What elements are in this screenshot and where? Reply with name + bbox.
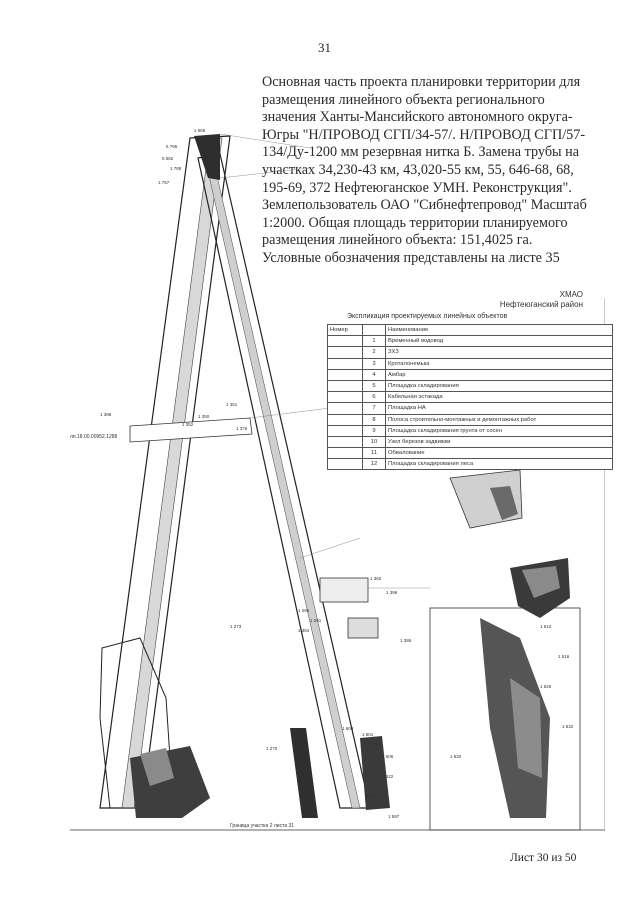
map-point-label: 1 351: [226, 402, 238, 407]
legend-row: 3 Кроталонемька: [328, 358, 613, 369]
legend-row: 12 Площадка складирования леса: [328, 459, 613, 470]
dark-block-top: [194, 134, 220, 180]
central-structure: [320, 578, 368, 602]
page-number: 31: [318, 40, 331, 55]
legend-row: 10 Узел березов задвижки: [328, 436, 613, 447]
legend-col-name: Наименование: [386, 325, 613, 336]
map-point-label: 1 632: [562, 724, 574, 729]
map-point-label: 5 795: [166, 144, 178, 149]
legend-col-number: Номер: [328, 325, 363, 336]
legend-title: Экспликация проектируемых линейных объектов: [347, 313, 508, 320]
planning-map: [70, 118, 605, 842]
map-point-label: 1 291: [310, 618, 322, 623]
map-point-label: 1 388: [100, 412, 112, 417]
map-point-label: 1 352: [182, 422, 194, 427]
map-point-label: 1 601: [362, 732, 374, 737]
map-point-label: 1 384: [298, 628, 310, 633]
legend-region: ХМАО: [559, 290, 583, 299]
map-point-label: 1 273: [230, 624, 242, 629]
legend-table: [327, 324, 613, 470]
legend-row: 1 Временный водовод: [328, 336, 613, 347]
legend-row: 4 Амбар: [328, 369, 613, 380]
map-point-label: 1 376: [236, 426, 248, 431]
map-point-label: 1 350: [198, 414, 210, 419]
map-point-label: 1 600: [342, 726, 354, 731]
map-point-label: 1 399: [386, 590, 398, 595]
map-point-label: 1 610: [540, 624, 552, 629]
map-bottom-label: Граница участка 2 листа 31: [230, 823, 295, 829]
map-point-label: 1 606: [382, 754, 394, 759]
legend-row: 7 Площадка НА: [328, 403, 613, 414]
legend-district: Нефтеюганский район: [499, 300, 583, 309]
map-point-label: 1 632: [450, 754, 462, 759]
map-point-label: 1 597: [388, 814, 400, 819]
map-point-label: 1 789: [170, 166, 182, 171]
sheet-footer: Лист 30 из 50: [510, 852, 577, 864]
map-point-label: 1 362: [370, 576, 382, 581]
corridor-right-inner: [205, 158, 360, 808]
map-left-label: лп.18.00.00952.1288: [70, 434, 118, 440]
legend-header-row: [328, 325, 613, 336]
legend-row: 5 Площадка складирования: [328, 380, 613, 391]
intro-paragraph: Основная часть проекта планировки территории для размещения линейного объекта регионального значения Ханты-Мансийского автономного округа-Югры "Н/ПРОВОД СГП/34-57/. Н/ПРОВОД СГП/57-134/Ду-1200 мм резервная нитка Б. Замена трубы на участках 34,230-43 км, 43,020-55 км, 55, 646-68, 68, 195-69, 372 Нефтеюганское УМН. Реконструкция". Землепользователь ОАО "Сибнефтепровод" Масштаб 1:2000. Общая площадь территории планируемого размещения линейного объекта: 151,4025 га. Условные обозначения представлены на листе 35: [262, 74, 587, 266]
map-point-label: 1 568: [194, 128, 206, 133]
legend-row: 6 Кабельная эстакада: [328, 392, 613, 403]
map-point-label: 1 625: [540, 684, 552, 689]
legend-row: 11 Обвалование: [328, 448, 613, 459]
corridor-left-inner: [122, 138, 222, 808]
map-point-label: 1 757: [158, 180, 170, 185]
map-point-label: 5 582: [162, 156, 174, 161]
map-point-label: 1 296: [298, 608, 310, 613]
map-point-label: 1 610: [370, 742, 382, 747]
corridor-left: [100, 136, 230, 808]
map-point-label: 1 270: [266, 746, 278, 751]
map-point-label: 1 622: [382, 774, 394, 779]
legend-block: [327, 290, 613, 470]
central-structure-2: [348, 618, 378, 638]
legend-row: 9 Площадка складирования грунта от сосен: [328, 425, 613, 436]
dark-segment-lower-left: [290, 728, 318, 818]
legend-row: 8 Полоса строительно-монтажных и демонтажных работ: [328, 414, 613, 425]
legend-row: 2 ЗХЗ: [328, 347, 613, 358]
map-point-label: 1 580: [366, 794, 378, 799]
map-point-label: 1 386: [400, 638, 412, 643]
map-point-label: 1 616: [558, 654, 570, 659]
